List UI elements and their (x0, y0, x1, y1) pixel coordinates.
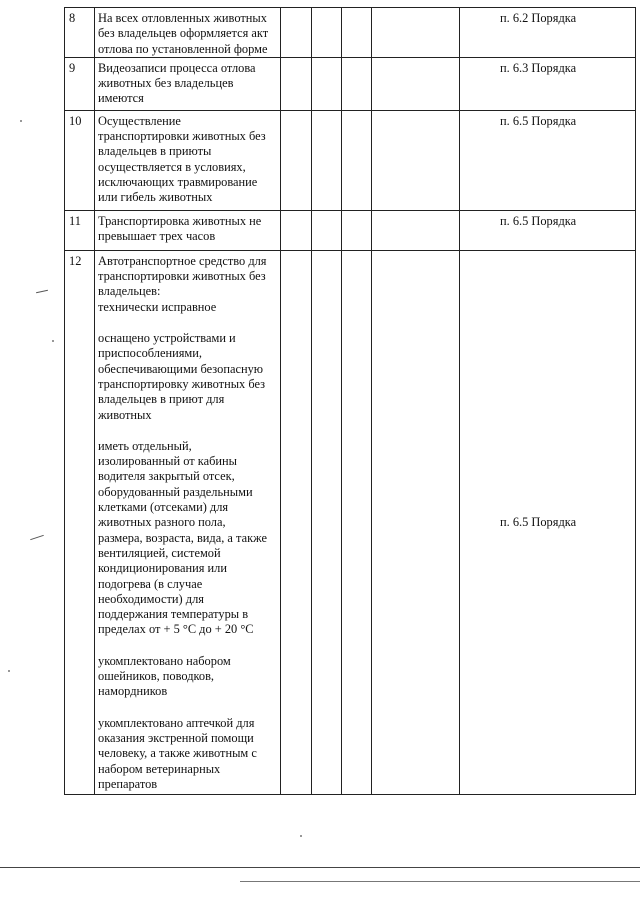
table-row (65, 8, 636, 58)
scan-mark-left-2 (30, 535, 44, 540)
requirement-paragraph: На всех отловленных животных без владельцев оформляется акт отлова по установленной форме (98, 11, 269, 56)
answer-yes-cell (281, 110, 312, 210)
requirement-paragraph: Видеозаписи процесса отлова животных без владельцев имеются (98, 60, 256, 106)
legal-reference: п. 6.5 Порядка (460, 250, 636, 794)
note-cell (372, 57, 460, 110)
requirement-paragraph: Осуществление транспортировки животных без владельцев в приюты осуществляется в условиях, исключающих травмирование или гибель животных (98, 113, 266, 205)
requirement-text (95, 8, 281, 58)
requirement-paragraph: иметь отдельный, изолированный от кабины водителя закрытый отсек, оборудованный раздельными клетками (отсеками) для животных разного пола, размера, возраста, вида, а также вентиляцией, системой кондиционирования или подогрева (в случае необходимости) для поддержания температуры в пределах от + 5 °C до + 20 °C (98, 438, 268, 637)
row-number: 12 (65, 250, 95, 794)
paragraph-gap (98, 700, 278, 716)
note-cell (372, 8, 460, 58)
legal-reference: п. 6.2 Порядка (460, 8, 636, 58)
requirement-text (95, 57, 281, 110)
requirement-text (95, 110, 281, 210)
requirement-paragraph: Транспортировка животных не превышает трех часов (98, 213, 262, 244)
requirements-table (64, 7, 636, 795)
answer-na-cell (342, 250, 372, 794)
row-number: 8 (65, 8, 95, 58)
answer-no-cell (312, 250, 342, 794)
answer-na-cell (342, 57, 372, 110)
requirement-text (95, 210, 281, 250)
table-body (65, 8, 636, 795)
table-row (65, 210, 636, 250)
paragraph-gap (98, 423, 278, 439)
answer-na-cell (342, 110, 372, 210)
scan-dot (20, 120, 22, 122)
answer-yes-cell (281, 57, 312, 110)
answer-no-cell (312, 57, 342, 110)
requirement-paragraph: укомплектовано набором ошейников, поводков, намордников (98, 653, 231, 699)
scan-dot (8, 670, 10, 672)
row-number: 9 (65, 57, 95, 110)
answer-no-cell (312, 110, 342, 210)
answer-yes-cell (281, 250, 312, 794)
answer-na-cell (342, 8, 372, 58)
scan-dot (52, 340, 54, 342)
scan-mark-left (36, 290, 48, 293)
row-number: 10 (65, 110, 95, 210)
answer-yes-cell (281, 8, 312, 58)
answer-no-cell (312, 210, 342, 250)
table-row (65, 250, 636, 794)
note-cell (372, 110, 460, 210)
paragraph-gap (98, 638, 278, 654)
answer-na-cell (342, 210, 372, 250)
table-row (65, 110, 636, 210)
note-cell (372, 250, 460, 794)
paragraph-gap (98, 315, 278, 331)
requirement-paragraph: укомплектовано аптечкой для оказания экстренной помощи человеку, а также животным с набором ветеринарных препаратов (98, 715, 257, 791)
legal-reference: п. 6.3 Порядка (460, 57, 636, 110)
legal-reference: п. 6.5 Порядка (460, 210, 636, 250)
requirement-text (95, 250, 281, 794)
requirement-paragraph: Автотранспортное средство для транспортировки животных без владельцев: технически исправное (98, 253, 267, 314)
note-cell (372, 210, 460, 250)
scan-line-bottom-2 (240, 881, 640, 882)
answer-yes-cell (281, 210, 312, 250)
answer-no-cell (312, 8, 342, 58)
legal-reference: п. 6.5 Порядка (460, 110, 636, 210)
requirement-paragraph: оснащено устройствами и приспособлениями, обеспечивающими безопасную транспортировку животных без владельцев в приют для животных (98, 331, 266, 422)
row-number: 11 (65, 210, 95, 250)
scan-line-bottom (0, 867, 640, 868)
scan-dot (300, 835, 302, 837)
table-row (65, 57, 636, 110)
